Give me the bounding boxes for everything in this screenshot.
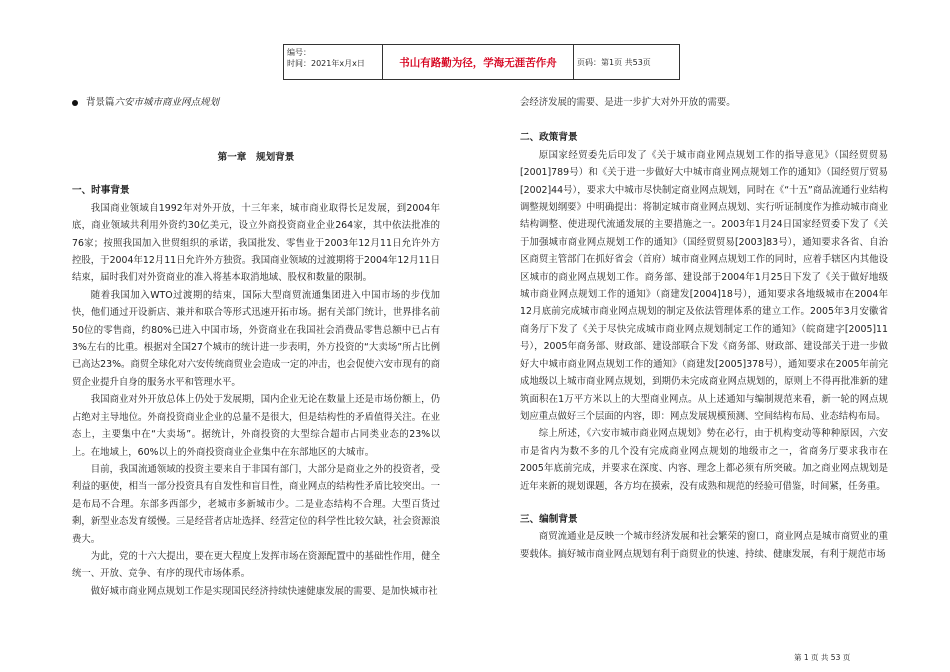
section-title-policy: 二、政策背景	[520, 132, 578, 144]
header-page-info: 页码：第1页 共53页	[577, 57, 651, 67]
paragraph: 商贸流通业是反映一个城市经济发展和社会繁荣的窗口，商业网点是城市商贸业的重要载体。搞好城市商业网点规划有利于商贸业的快速、持续、健康发展，有利于规范市场	[520, 531, 888, 560]
paragraph: 为此，党的十六大提出，要在更大程度上发挥市场在资源配置中的基础性作用，健全统一、开放、竞争、有序的现代市场体系。	[72, 550, 440, 580]
page-footer: 第 1 页 共 53 页	[794, 653, 851, 662]
section-title-current-affairs: 一、时事背景	[72, 185, 130, 197]
bullet-title-text: 六安市城市商业网点规划	[114, 97, 220, 108]
chapter-title: 第一章 规划背景	[217, 152, 295, 163]
document-header	[283, 44, 680, 80]
section-bullet-title	[72, 94, 219, 108]
header-motto: 书山有路勤为径，学海无涯苦作舟	[383, 45, 574, 79]
bullet-icon	[72, 100, 78, 106]
paragraph-continuation: 会经济发展的需要、是进一步扩大对外开放的需要。	[520, 97, 736, 108]
paragraph: 做好城市商业网点规划工作是实现国民经济持续快速健康发展的需要、是加快城市社	[90, 585, 438, 597]
paragraph: 我国商业领域自1992年对外开放，十三年来，城市商业取得长足发展，到2004年底，商业领域共利用外资约30亿美元，设立外商投资商业企业264家，其中依法批准的76家；按照我国加入世贸组织的承诺，我国批发、零售业于2003年12月11日允许外方控股，于2004年12月11日允许外方独资。我国商业领域的过渡期将于2004年12月11日结束，届时我们对外资商业的准入将基本取消地域、股权和数量的限制。	[72, 202, 440, 284]
bullet-prefix: 背景篇	[86, 97, 115, 108]
paragraph: 随着我国加入WTO过渡期的结束，国际大型商贸流通集团进入中国市场的步伐加快，他们通过开设新店、兼并和联合等形式迅速开拓市场。据有关部门统计，世界排名前50位的零售商，约80%已进入中国市场，外资商业在我国社会消费品零售总额中已占有3%左右的比重。根据对全国27个城市的统计进一步表明，外方投资的“大卖场”所占比例已高达23%。商贸全球化对六安传统商贸业会造成一定的冲击，也会促使六安市现有的商贸企业提升自身的服务水平和管理水平。	[72, 289, 440, 388]
paragraph: 目前，我国流通领域的投资主要来自于非国有部门，大部分是商业之外的投资者，受利益的驱使，相当一部分投资具有自发性和盲目性，商业网点的结构性矛盾比较突出。一是布局不合理。东部多西部少，老城市多新城市少。二是业态结构不合理。大型百货过剩，新型业态发育缓慢。三是经营者店址选择、经营定位的科学性比较欠缺，社会资源浪费大。	[72, 463, 440, 545]
code-label: 编号：	[287, 48, 311, 57]
paragraph: 我国商业对外开放总体上仍处于发展期，国内企业无论在数量上还是市场份额上，仍占绝对主导地位。外商投资商业企业的总量不是很大，但是结构性的矛盾值得关注。在业态上，主要集中在“大卖场”。据统计，外商投资的大型综合超市占同类业态的23%以上。在地域上，60%以上的外商投资商业企业集中在东部地区的大城市。	[72, 394, 440, 458]
paragraph: 综上所述，《六安市城市商业网点规划》势在必行，由于机构变动等种种原因，六安市是省内为数不多的几个没有完成商业网点规划的地级市之一，省商务厅要求我市在2005年底前完成，并要求在深度、内容、理念上都必须有所突破。加之商业网点规划是近年来新的规划课题，各方均在摸索，没有成熟和规范的经验可借鉴，时间紧，任务重。	[520, 428, 888, 492]
time-label: 时间：2021年x月x日	[287, 59, 365, 68]
left-column	[72, 149, 440, 600]
header-meta	[284, 45, 383, 79]
right-column	[520, 94, 888, 563]
section-title-compilation: 三、编制背景	[520, 513, 578, 525]
paragraph: 原国家经贸委先后印发了《关于城市商业网点规划工作的指导意见》（国经贸贸易[2001]789号）和《关于进一步做好大中城市商业网点规划工作的通知》（国经贸厅贸易[2002]44号），要求大中城市尽快制定商业网点规划，同时在《“十五”商品流通行业结构调整规划纲要》中明确提出：将制定城市商业网点规划、实行听证制度作为推动城市商业结构调整、使进现代流通发展的主要措施之一。2003年1月24日国家经贸委下发了《关于加强城市商业网点规划工作的通知》（国经贸贸易[2003]83号），通知要求各省、自治区商贸主管部门在抓好省会（首府）城市商业网点规划工作的同时，应着手辖区内其他设区城市的商业网点规划工作。商务部、建设部于2004年1月25日下发了《关于做好地级城市商业网点规划工作的通知》（商建发[2004]18号），通知要求各地级城市在2004年12月底前完成城市商业网点规划的制定及依法管理体系的建立工作。2005年3月安徽省商务厅下发了《关于尽快完成城市商业网点规划制定工作的通知》（皖商建字[2005]11号），2005年商务部、财政部、建设部联合下发《商务部、财政部、建设部关于进一步做好大中城市商业网点规划工作的通知》（商建发[2005]378号），通知要求在2005年前完成地级以上城市商业网点规划，到期仍未完成商业网点规划的，原则上不得再批准新的建筑面积在1万平方米以上的大型商业网点。从上述通知与编制规范来看，新一轮的网点规划应重点做好三个层面的内容，即：网点发展规模预测、空间结构布局、业态结构布局。	[520, 149, 888, 422]
